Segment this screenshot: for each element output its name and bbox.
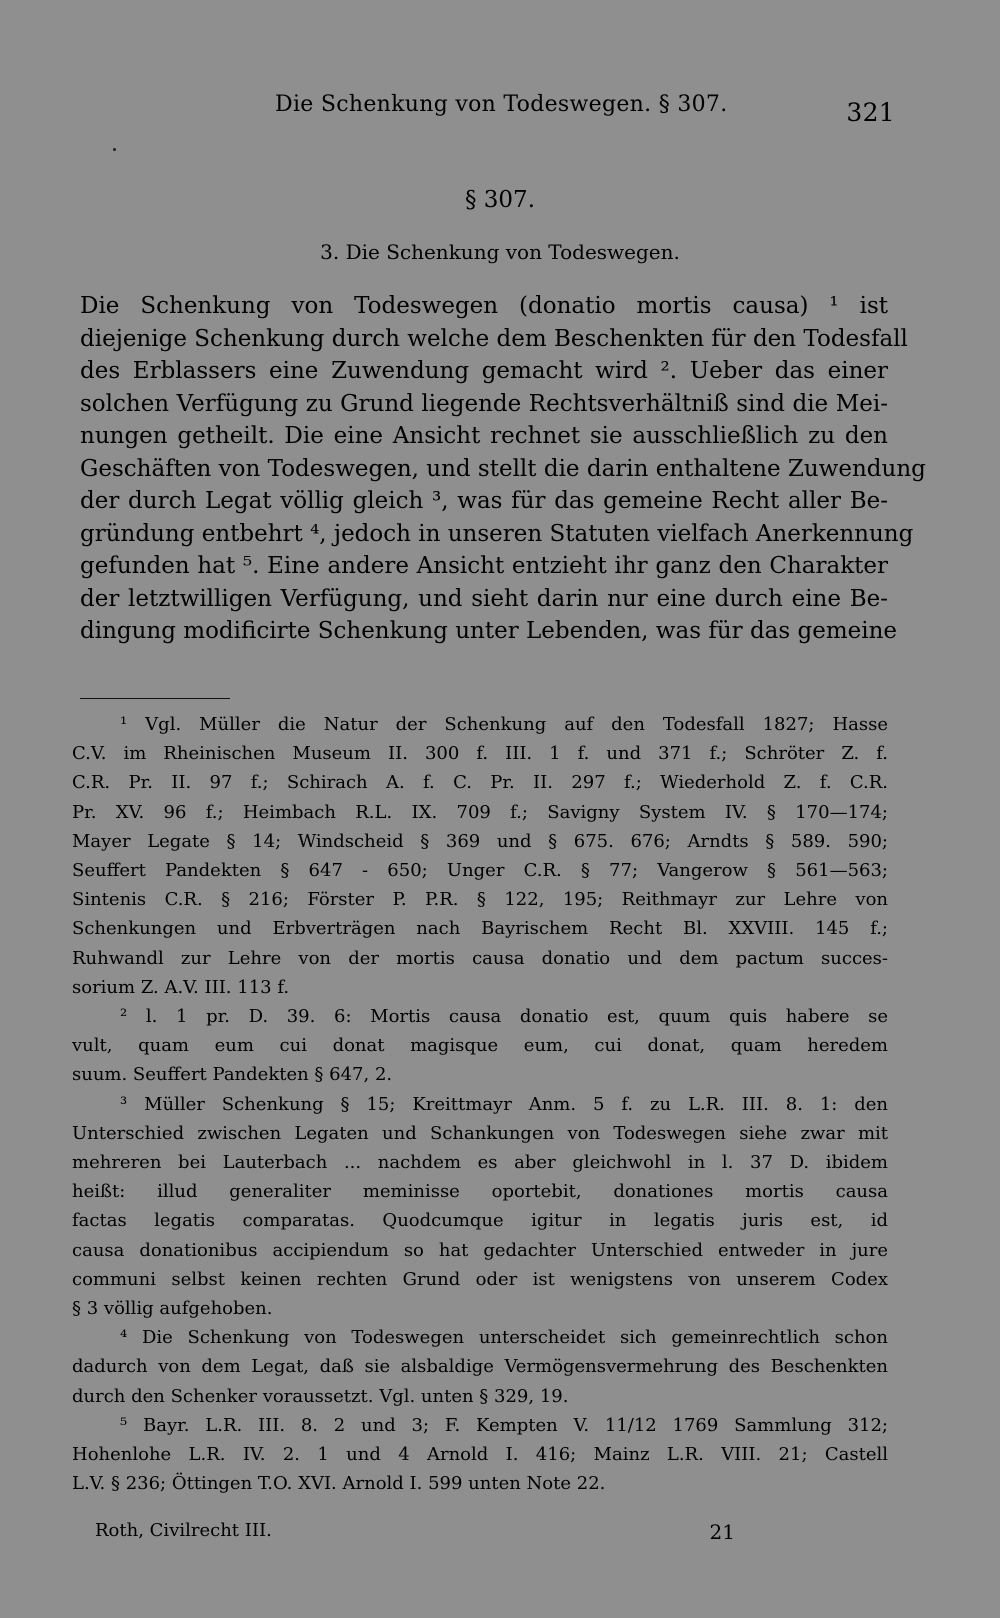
body-line: der letztwilligen Verfügung, und sieht darin nur eine durch eine Be-: [80, 585, 888, 612]
running-header: [275, 92, 895, 127]
footnote-line: Sintenis C.R. § 216; Förster P. P.R. § 122, 195; Reithmayr zur Lehre von: [72, 889, 888, 911]
footnote-line: C.R. Pr. II. 97 f.; Schirach A. f. C. Pr. II. 297 f.; Wiederhold Z. f. C.R.: [72, 772, 888, 794]
footnotes: [72, 710, 888, 1498]
footnote-line: heißt: illud generaliter meminisse oportebit, donationes mortis causa: [72, 1181, 888, 1203]
body-line: Die Schenkung von Todeswegen (donatio mortis causa) ¹ ist: [80, 293, 888, 319]
footnote-line: § 3 völlig aufgehoben.: [72, 1298, 273, 1320]
footnote-line: L.V. § 236; Öttingen T.O. XVI. Arnold I. 599 unten Note 22.: [72, 1473, 606, 1495]
footnote-line: C.V. im Rheinischen Museum II. 300 f. III. 1 f. und 371 f.; Schröter Z. f.: [72, 743, 888, 765]
body-line: gefunden hat ⁵. Eine andere Ansicht entzieht ihr ganz den Charakter: [80, 553, 888, 579]
footnote-line: mehreren bei Lauterbach ... nachdem es aber gleichwohl in l. 37 D. ibidem: [72, 1152, 888, 1174]
footnote-line: Pr. XV. 96 f.; Heimbach R.L. IX. 709 f.; Savigny System IV. § 170—174;: [72, 801, 888, 823]
body-line: des Erblassers eine Zuwendung gemacht wird ². Ueber das einer: [80, 358, 888, 384]
footer-author: Roth, Civilrecht III.: [95, 1520, 272, 1541]
page-footer: [95, 1520, 735, 1544]
page-number: 321: [846, 98, 895, 127]
signature-mark: 21: [709, 1520, 735, 1544]
body-line: solchen Verfügung zu Grund liegende Rechtsverhältniß sind die Mei-: [80, 390, 888, 417]
footnote-line: sorium Z. A.V. III. 113 f.: [72, 976, 290, 998]
footnote-rule: [80, 698, 230, 699]
footnote-line: dadurch von dem Legat, daß sie alsbaldige Vermögensvermehrung des Beschenkten: [72, 1356, 888, 1378]
body-line: nungen getheilt. Die eine Ansicht rechnet sie ausschließlich zu den: [80, 423, 888, 449]
body-line: gründung entbehrt ⁴, jedoch in unseren Statuten vielfach Anerkennung: [80, 520, 914, 547]
body-line: dingung modificirte Schenkung unter Lebenden, was für das gemeine: [80, 618, 898, 644]
footnote-line: durch den Schenker voraussetzt. Vgl. unten § 329, 19.: [72, 1385, 569, 1407]
section-subtitle: 3. Die Schenkung von Todeswegen.: [320, 240, 680, 264]
footnote-line: causa donationibus accipiendum so hat gedachter Unterschied entweder in jure: [72, 1239, 888, 1261]
footnote-line: Mayer Legate § 14; Windscheid § 369 und § 675. 676; Arndts § 589. 590;: [72, 830, 888, 852]
footnote-line: ⁴ Die Schenkung von Todeswegen unterscheidet sich gemeinrechtlich schon: [120, 1327, 888, 1349]
footnote-line: Ruhwandl zur Lehre von der mortis causa donatio und dem pactum succes-: [72, 947, 888, 969]
footnote-line: Schenkungen und Erbverträgen nach Bayrischem Recht Bl. XXVIII. 145 f.;: [72, 918, 888, 940]
footnote-line: ¹ Vgl. Müller die Natur der Schenkung auf den Todesfall 1827; Hasse: [120, 714, 888, 735]
footnote-line: Seuffert Pandekten § 647 - 650; Unger C.R. § 77; Vangerow § 561—563;: [72, 860, 888, 882]
body-line: der durch Legat völlig gleich ³, was für das gemeine Recht aller Be-: [80, 488, 888, 514]
footnote-line: ² l. 1 pr. D. 39. 6: Mortis causa donatio est, quum quis habere se: [120, 1006, 888, 1028]
running-title: Die Schenkung von Todeswegen. § 307.: [275, 92, 728, 117]
footnote-line: Unterschied zwischen Legaten und Schankungen von Todeswegen siehe zwar mit: [72, 1122, 888, 1144]
section-number: § 307.: [464, 187, 536, 213]
footnote-line: vult, quam eum cui donat magisque eum, cui donat, quam heredem: [72, 1035, 888, 1057]
footnote-line: suum. Seuffert Pandekten § 647, 2.: [72, 1064, 393, 1086]
footnote-line: ³ Müller Schenkung § 15; Kreittmayr Anm. 5 f. zu L.R. III. 8. 1: den: [120, 1093, 888, 1115]
footnote-line: ⁵ Bayr. L.R. III. 8. 2 und 3; F. Kempten V. 11/12 1769 Sammlung 312;: [120, 1414, 888, 1436]
body-line: Geschäften von Todeswegen, und stellt die darin enthaltene Zuwendung: [80, 455, 926, 482]
speck-mark: [113, 148, 116, 151]
body-text: [80, 290, 926, 648]
footnote-line: communi selbst keinen rechten Grund oder ist wenigstens von unserem Codex: [72, 1268, 888, 1290]
body-line: diejenige Schenkung durch welche dem Beschenkten für den Todesfall: [80, 325, 908, 352]
footnote-line: factas legatis comparatas. Quodcumque igitur in legatis juris est, id: [72, 1210, 888, 1232]
footnote-line: Hohenlohe L.R. IV. 2. 1 und 4 Arnold I. 416; Mainz L.R. VIII. 21; Castell: [72, 1444, 888, 1466]
